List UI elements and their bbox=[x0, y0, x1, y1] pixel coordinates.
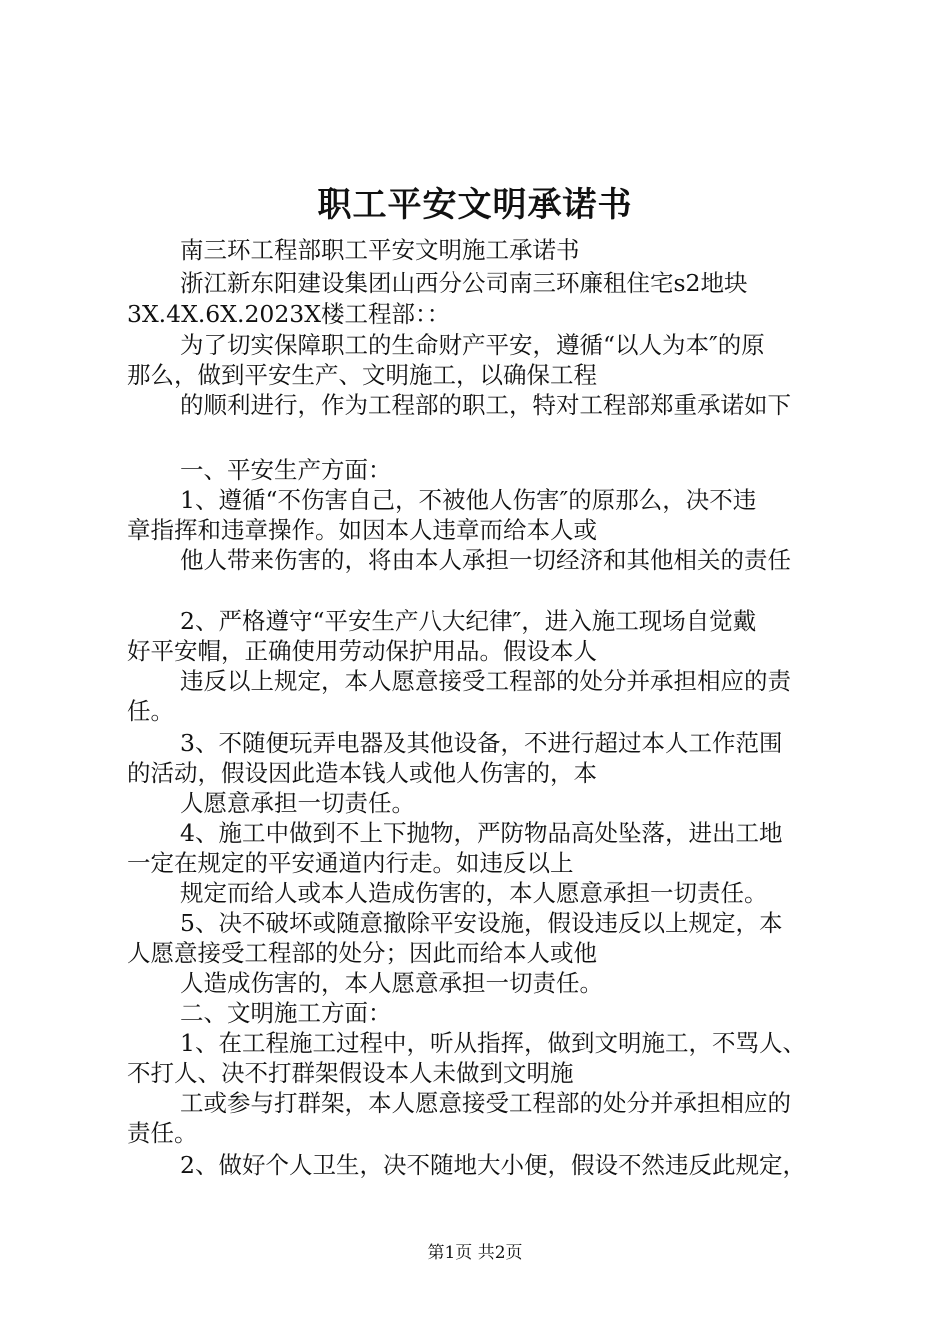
text-line: 人造成伤害的，本人愿意承担一切责任。 bbox=[180, 969, 603, 997]
text-line: 违反以上规定，本人愿意接受工程部的处分并承担相应的责 bbox=[180, 667, 791, 695]
text-line: 他人带来伤害的，将由本人承担一切经济和其他相关的责任 bbox=[180, 546, 791, 574]
text-line: 1、在工程施工过程中，听从指挥，做到文明施工，不骂人、 bbox=[180, 1029, 806, 1057]
text-line: 规定而给人或本人造成伤害的，本人愿意承担一切责任。 bbox=[180, 879, 768, 907]
text-line: 章指挥和违章操作。如因本人违章而给本人或 bbox=[127, 516, 597, 544]
text-line: 5、决不破坏或随意撤除平安设施，假设违反以上规定，本 bbox=[180, 909, 783, 937]
text-line-addressee: 浙江新东阳建设集团山西分公司南三环廉租住宅s2地块 bbox=[180, 269, 748, 297]
text-line: 的顺利进行，作为工程部的职工，特对工程部郑重承诺如下 bbox=[180, 391, 791, 419]
text-line: 2、做好个人卫生，决不随地大小便，假设不然违反此规定， bbox=[180, 1151, 806, 1179]
text-line: 的活动，假设因此造本钱人或他人伤害的，本 bbox=[127, 759, 597, 787]
text-line: 不打人、决不打群架假设本人未做到文明施 bbox=[127, 1059, 574, 1087]
text-line: 责任。 bbox=[127, 1119, 198, 1147]
page-number: 第1页 bbox=[427, 1243, 473, 1263]
section-heading-safety: 一、平安生产方面： bbox=[180, 456, 392, 484]
page-total: 共2页 bbox=[477, 1243, 523, 1263]
text-line: 一定在规定的平安通道内行走。如违反以上 bbox=[127, 849, 574, 877]
text-line: 那么，做到平安生产、文明施工，以确保工程 bbox=[127, 361, 597, 389]
document-title: 职工平安文明承诺书 bbox=[317, 185, 633, 225]
text-line: 4、施工中做到不上下抛物，严防物品高处坠落，进出工地 bbox=[180, 819, 783, 847]
text-line: 人愿意承担一切责任。 bbox=[180, 789, 415, 817]
text-line: 好平安帽，正确使用劳动保护用品。假设本人 bbox=[127, 637, 597, 665]
text-line: 1、遵循“不伤害自己，不被他人伤害″的原那么，决不违 bbox=[180, 486, 757, 514]
section-heading-civilized: 二、文明施工方面： bbox=[180, 999, 392, 1027]
text-line: 为了切实保障职工的生命财产平安，遵循“以人为本″的原 bbox=[180, 331, 765, 359]
page-footer bbox=[0, 1241, 950, 1265]
text-line-addressee-cont: 3X.4X.6X.2023X楼工程部：： bbox=[127, 300, 451, 328]
text-line: 人愿意接受工程部的处分；因此而给本人或他 bbox=[127, 939, 597, 967]
text-line: 3、不随便玩弄电器及其他设备，不进行超过本人工作范围 bbox=[180, 729, 783, 757]
text-line-subtitle: 南三环工程部职工平安文明施工承诺书 bbox=[180, 236, 580, 264]
text-line: 2、严格遵守“平安生产八大纪律″，进入施工现场自觉戴 bbox=[180, 607, 757, 635]
text-line: 任。 bbox=[127, 697, 174, 725]
text-line: 工或参与打群架，本人愿意接受工程部的处分并承担相应的 bbox=[180, 1089, 791, 1117]
